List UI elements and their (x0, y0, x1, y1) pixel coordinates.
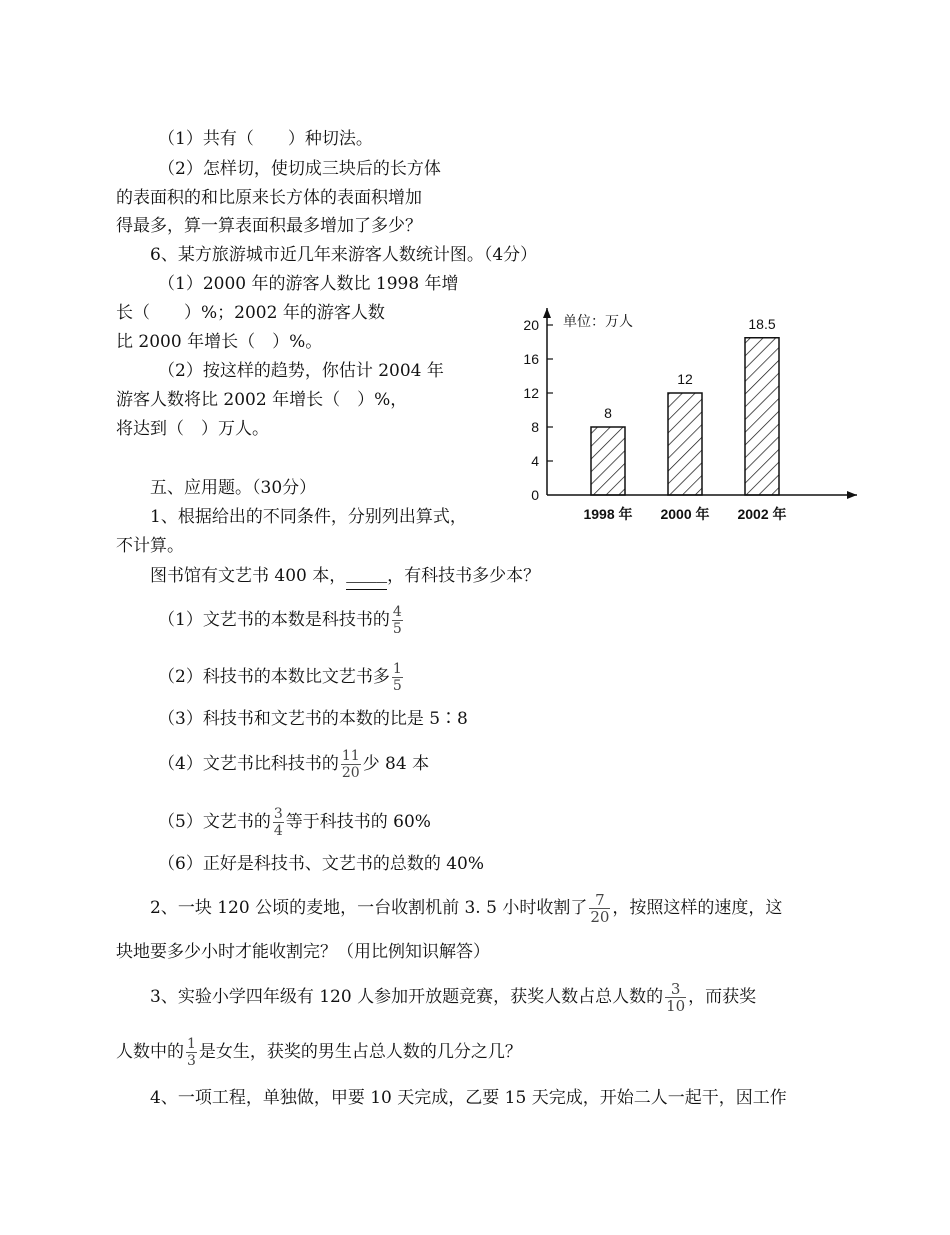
app-q2-line1 (150, 886, 782, 930)
condition-4-pre: （4）文艺书比科技书的 (158, 754, 339, 774)
x-category-label: 2000 年 (660, 506, 710, 522)
condition-2 (158, 655, 405, 699)
library-pre: 图书馆有文艺书 400 本， (150, 566, 347, 586)
q6-part1-line1: （1）2000 年的游客人数比 1998 年增 (158, 274, 459, 294)
q6-title: 6、某方旅游城市近几年来游客人数统计图。（4分） (150, 245, 538, 265)
condition-2-text: （2）科技书的本数比文艺书多 (158, 667, 390, 687)
library-statement (150, 565, 540, 590)
bar-value-label: 8 (604, 405, 612, 421)
fraction-num: 7 (589, 892, 610, 909)
condition-4-post: 少 84 本 (362, 754, 430, 774)
fraction-den: 4 (273, 823, 283, 839)
app-q3-post: ，而获奖 (688, 987, 757, 1007)
condition-1-text: （1）文艺书的本数是科技书的 (158, 610, 390, 630)
app-q1-line1: 1、根据给出的不同条件，分别列出算式， (150, 507, 467, 527)
q5-part2-line2: 的表面积的和比原来长方体的表面积增加 (116, 188, 422, 208)
app-q2-pre: 2、一块 120 公顷的麦地，一台收割机前 3. 5 小时收割了 (150, 898, 588, 918)
app-q2-line2: 块地要多少小时才能收割完？（用比例知识解答） (116, 942, 490, 962)
fraction-7-20 (589, 892, 610, 925)
section-5-heading: 五、应用题。（30分） (150, 478, 317, 498)
bar (591, 427, 625, 495)
y-tick-label: 8 (531, 419, 539, 435)
y-tick-label: 16 (523, 351, 539, 367)
app-q4-line1: 4、一项工程，单独做，甲要 10 天完成，乙要 15 天完成，开始二人一起干，因工作 (150, 1088, 787, 1108)
fraction-den: 20 (590, 908, 610, 926)
fraction-den: 5 (392, 678, 402, 694)
condition-5 (158, 800, 431, 844)
q6-part1-line3: 比 2000 年增长（ ）%。 (116, 332, 323, 352)
q6-part2-line1: （2）按这样的趋势，你估计 2004 年 (158, 361, 444, 381)
q5-part2-line3: 得最多，算一算表面积最多增加了多少？ (116, 216, 422, 236)
q6-part2-line2: 游客人数将比 2002 年增长（ ）%， (116, 390, 408, 410)
fraction-3-10 (665, 981, 686, 1014)
fraction-den: 10 (666, 997, 686, 1015)
condition-5-pre: （5）文艺书的 (158, 812, 271, 832)
fraction-num: 4 (392, 604, 402, 620)
y-tick-label: 12 (523, 385, 539, 401)
y-tick-label: 0 (531, 487, 539, 503)
tourist-bar-chart (505, 290, 865, 530)
x-axis-arrow (847, 491, 857, 499)
library-blank: ____ (346, 567, 387, 590)
fraction-num: 11 (341, 748, 360, 764)
bar (745, 338, 779, 495)
app-q3b-post: 是女生，获奖的男生占总人数的几分之几？ (198, 1042, 522, 1062)
bar-value-label: 18.5 (748, 315, 776, 332)
x-category-label: 2002 年 (737, 506, 787, 522)
fraction-den: 5 (392, 621, 402, 637)
app-q3-pre: 3、实验小学四年级有 120 人参加开放题竞赛，获奖人数占总人数的 (150, 987, 664, 1007)
condition-4 (158, 742, 429, 786)
q5-part2-line1: （2）怎样切，使切成三块后的长方体 (158, 159, 441, 179)
y-tick-label: 4 (531, 453, 539, 469)
app-q3-line1 (150, 975, 756, 1019)
fraction-1-5 (392, 661, 403, 694)
chart-unit-label: 单位：万人 (563, 313, 633, 329)
bar-value-label: 12 (677, 371, 693, 387)
app-q3b-pre: 人数中的 (116, 1042, 184, 1062)
fraction-num: 3 (665, 981, 686, 998)
condition-6: （6）正好是科技书、文艺书的总数的 40% (158, 854, 485, 874)
condition-3: （3）科技书和文艺书的本数的比是 5∶8 (158, 709, 468, 729)
fraction-den: 20 (341, 765, 360, 781)
bar (668, 393, 702, 495)
fraction-den: 3 (187, 1053, 196, 1069)
q5-part1: （1）共有（ ）种切法。 (158, 129, 373, 149)
library-post: ，有科技书多少本？ (387, 566, 541, 586)
q6-part2-line3: 将达到（ ）万人。 (116, 419, 269, 439)
fraction-num: 1 (392, 661, 402, 677)
fraction-num: 3 (273, 806, 283, 822)
app-q2-post: ，按照这样的速度，这 (612, 898, 783, 918)
y-axis-arrow (543, 308, 551, 318)
fraction-11-20 (341, 748, 361, 781)
fraction-1-3 (186, 1036, 197, 1069)
fraction-4-5 (392, 604, 403, 637)
q6-part1-line2: 长（ ）%；2002 年的游客人数 (116, 303, 385, 323)
fraction-3-4 (273, 806, 284, 839)
app-q3-line2 (116, 1030, 522, 1074)
condition-5-post: 等于科技书的 60% (285, 812, 431, 832)
app-q1-line2: 不计算。 (116, 536, 184, 556)
condition-1 (158, 598, 405, 642)
y-tick-label: 20 (523, 317, 539, 333)
x-category-label: 1998 年 (583, 506, 633, 522)
fraction-num: 1 (187, 1036, 196, 1052)
